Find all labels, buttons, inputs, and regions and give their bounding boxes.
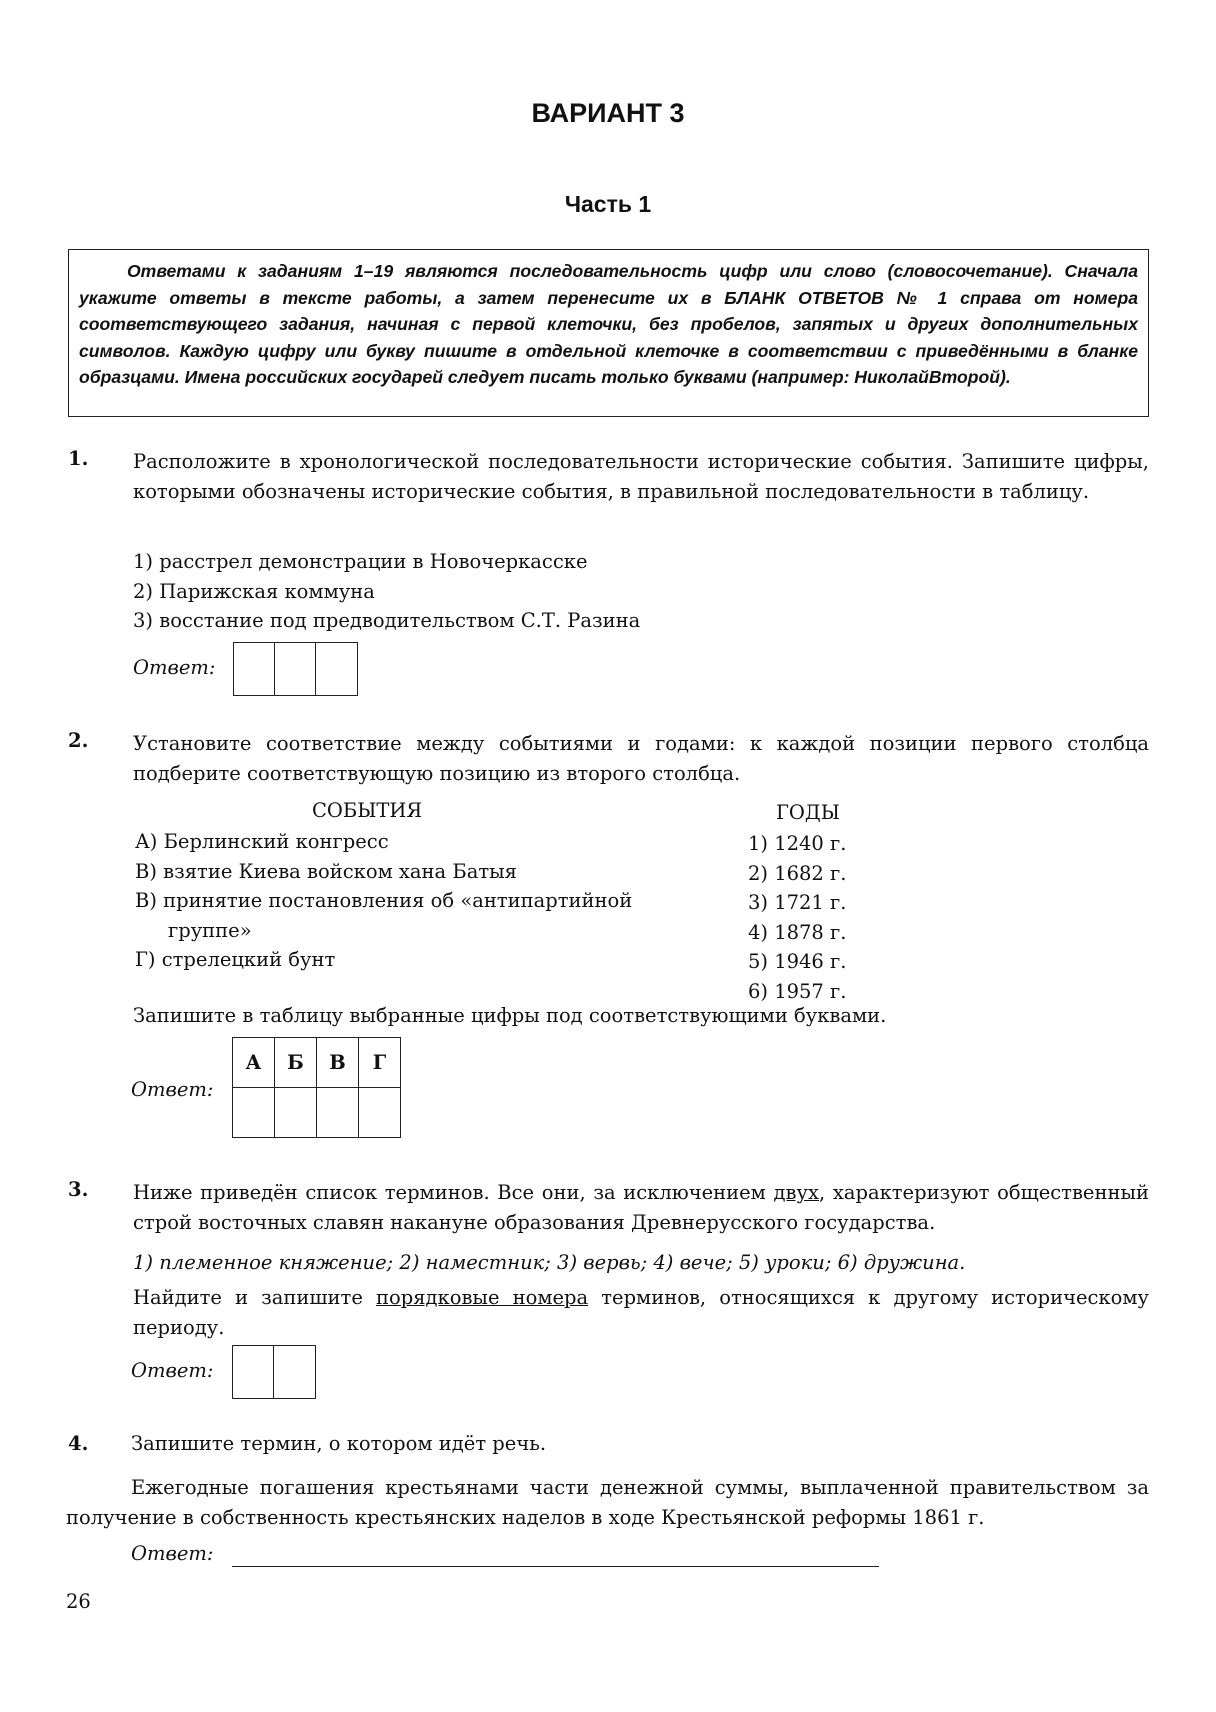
page-number: 26 [66, 1590, 91, 1613]
answer-cell[interactable] [274, 1346, 315, 1398]
answer-cell[interactable] [275, 1088, 317, 1138]
q4-answer-label: Ответ: [131, 1542, 214, 1565]
q1-option: 1) расстрел демонстрации в Новочеркасске [133, 550, 588, 573]
answer-cell[interactable] [359, 1088, 401, 1138]
years-list [748, 829, 846, 1007]
q1-number: 1. [68, 447, 89, 470]
answer-cell[interactable] [275, 643, 316, 695]
q3-terms: 1) племенное княжение; 2) наместник; 3) вервь; 4) вече; 5) уроки; 6) дружина. [133, 1251, 966, 1274]
events-header: СОБЫТИЯ [312, 799, 423, 822]
q2-answer-label: Ответ: [131, 1078, 214, 1101]
q3-answer-cells[interactable] [232, 1345, 316, 1399]
answer-cell[interactable] [234, 643, 275, 695]
text: терминов, относящихся к другому историческому периоду. [133, 1286, 1149, 1339]
event-item: В) принятие постановления об «антипартийной группе» [135, 889, 633, 942]
q4-number: 4. [68, 1432, 89, 1455]
event-item: А) Берлинский конгресс [135, 830, 389, 853]
instructions-box [68, 249, 1149, 417]
q2-instruction: Запишите в таблицу выбранные цифры под соответствующими буквами. [133, 1004, 887, 1027]
q1-option: 2) Парижская коммуна [133, 579, 375, 603]
q4-text: Запишите термин, о котором идёт речь. [131, 1432, 547, 1455]
answer-cell[interactable] [233, 1088, 275, 1138]
q3-answer-label: Ответ: [131, 1359, 214, 1382]
text: , характеризуют общественный строй восточных славян накануне образования Древнерусского государства. [133, 1181, 1149, 1234]
q1-text: Расположите в хронологической последовательности исторические события. Запишите цифры, которыми обозначены исторические события, в правильной последовательности в таблицу. [133, 450, 1149, 503]
year-item: 2) 1682 г. [748, 861, 847, 885]
q3-number: 3. [68, 1178, 89, 1201]
event-item: Г) стрелецкий бунт [135, 948, 336, 971]
col-header: А [233, 1038, 275, 1088]
text: Найдите и запишите [133, 1286, 376, 1309]
q1-answer-label: Ответ: [133, 656, 216, 679]
event-item: В) взятие Киева войском хана Батыя [135, 859, 517, 883]
year-item: 3) 1721 г. [748, 891, 847, 915]
q3-text [133, 1178, 1149, 1237]
emphasis: порядковые номера [375, 1286, 589, 1309]
q2-number: 2. [68, 729, 89, 752]
col-header: Г [359, 1038, 401, 1088]
variant-title: ВАРИАНТ 3 [531, 98, 685, 128]
year-item: 1) 1240 г. [748, 832, 847, 855]
col-header: В [317, 1038, 359, 1088]
q4-paragraph: Ежегодные погашения крестьянами части денежной суммы, выплаченной правительством за получение в собственность крестьянских наделов в ходе Крестьянской реформы 1861 г. [66, 1476, 1149, 1529]
instructions-text: Ответами к заданиям 1–19 являются последовательность цифр или слово (словосочетание). Сначала укажите ответы в тексте работы, а затем перенесите их в БЛАНК ОТВЕТОВ № 1 справа от номера соответствующего задания, начиная с первой клеточки, без пробелов, запятых и других дополнительных символов. Каждую цифру или букву пишите в отдельной клеточке в соответствии с приведёнными в бланке образцами. Имена российских государей следует писать только буквами (например: НиколайВторой). [79, 261, 1138, 387]
text: Ниже приведён список терминов. Все они, за исключением [133, 1181, 774, 1204]
years-header: ГОДЫ [776, 801, 840, 824]
q2-answer-table [232, 1037, 401, 1138]
year-item: 6) 1957 г. [748, 979, 847, 1003]
year-item: 5) 1946 г. [748, 950, 847, 974]
q3-find [133, 1283, 1149, 1342]
q4-answer-line[interactable] [232, 1566, 879, 1567]
answer-cell[interactable] [233, 1346, 274, 1398]
q2-text: Установите соответствие между событиями и годами: к каждой позиции первого столбца подберите соответствующую позицию из второго столбца. [133, 732, 1149, 785]
q1-answer-cells[interactable] [233, 642, 358, 696]
part-title: Часть 1 [564, 191, 652, 217]
answer-cell[interactable] [317, 1088, 359, 1138]
q1-option: 3) восстание под предводительством С.Т. Разина [133, 609, 641, 632]
events-list [135, 827, 655, 975]
emphasis: двух [773, 1181, 819, 1204]
q1-options [133, 547, 640, 636]
col-header: Б [275, 1038, 317, 1088]
year-item: 4) 1878 г. [748, 920, 847, 944]
answer-cell[interactable] [316, 643, 357, 695]
